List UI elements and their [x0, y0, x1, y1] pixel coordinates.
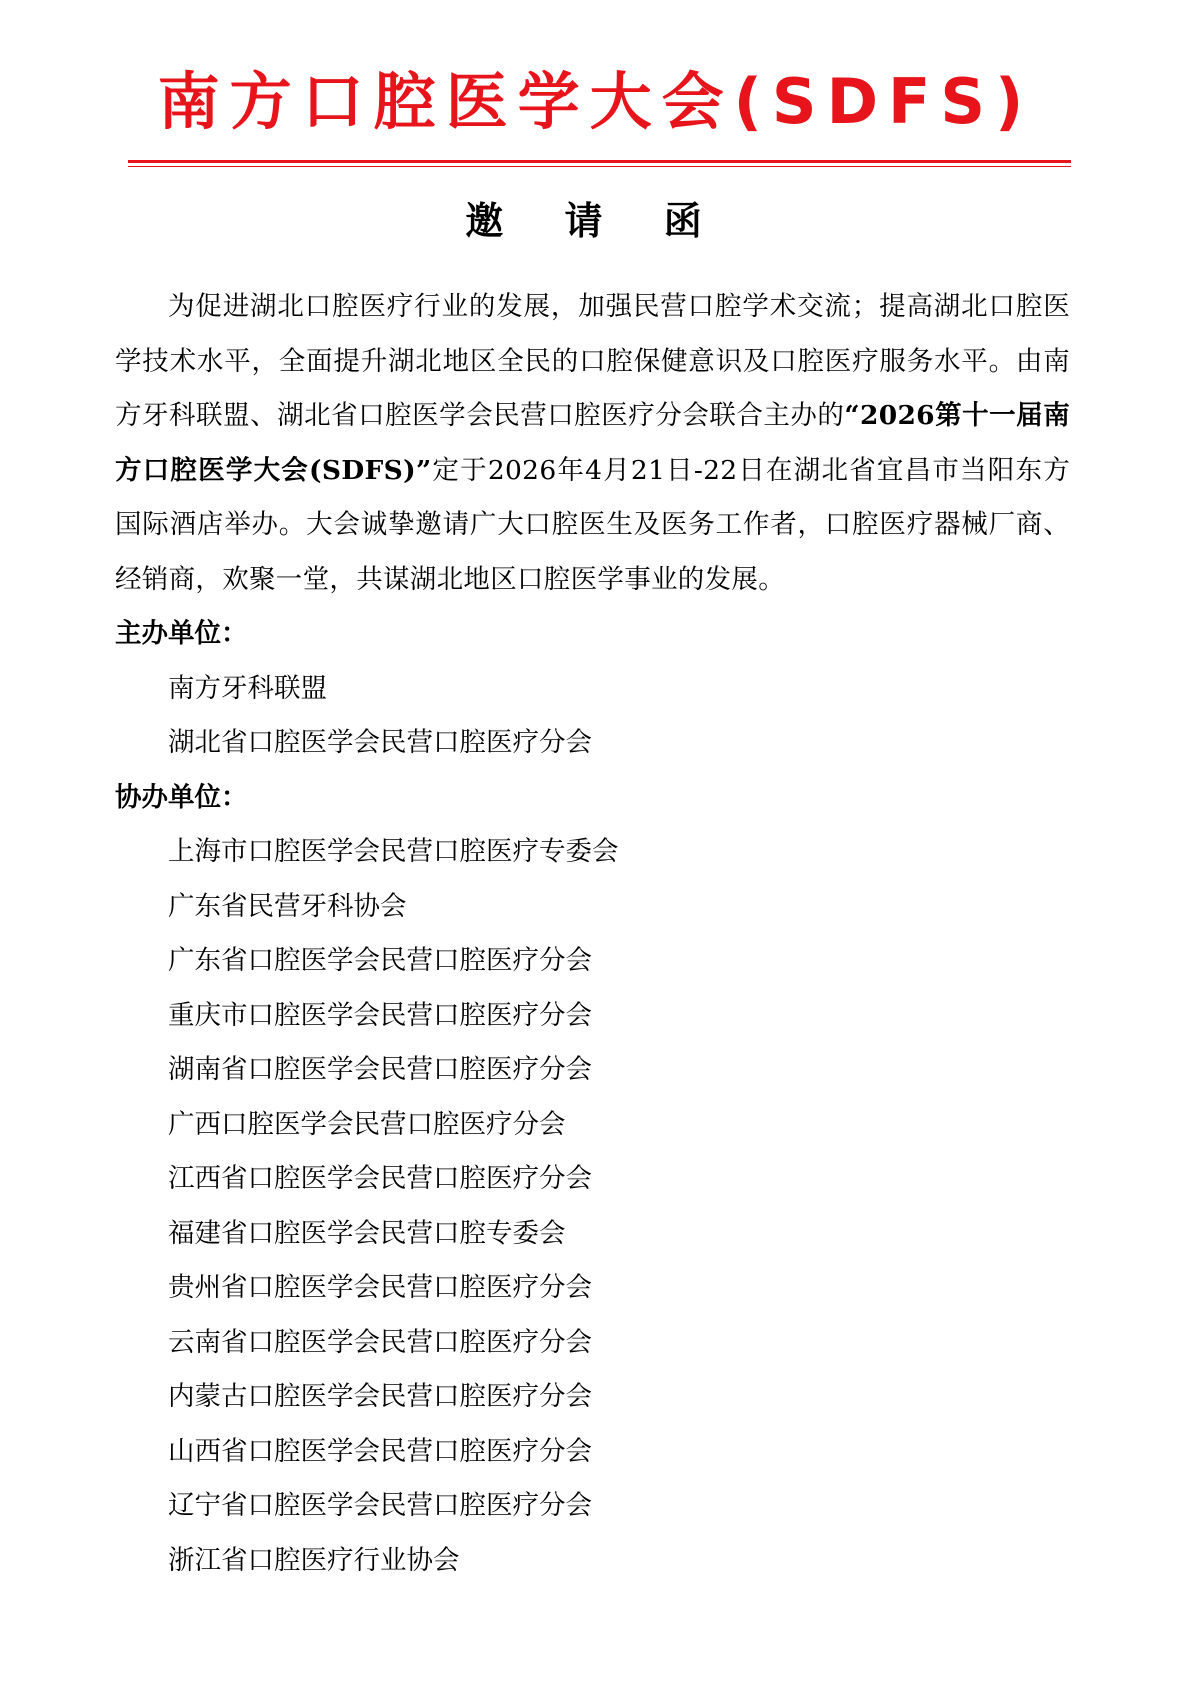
intro-conference-name: “2026第十一届南方口腔医学大会(SDFS)”	[115, 400, 1070, 486]
letterhead-title: 南方口腔医学大会(SDFS)	[157, 65, 1034, 138]
organizer-item: 湖北省口腔医学会民营口腔医疗分会	[168, 727, 592, 758]
co-organizer-item: 广东省口腔医学会民营口腔医疗分会	[168, 945, 592, 976]
co-organizer-item: 湖南省口腔医学会民营口腔医疗分会	[168, 1054, 592, 1085]
intro-text-after: 定于2026年4月21日-22日在湖北省宜昌市当阳东方国际酒店举办。大会诚挚邀请广大口腔医生及医务工作者，口腔医疗器械厂商、经销商，欢聚一堂，共谋湖北地区口腔医学事业的发展。	[115, 454, 1071, 595]
co-organizer-item: 上海市口腔医学会民营口腔医疗专委会	[168, 836, 619, 867]
co-organizer-item: 重庆市口腔医学会民营口腔医疗分会	[168, 999, 592, 1031]
co-organizer-item: 广西口腔医学会民营口腔医疗分会	[168, 1108, 566, 1140]
co-organizers-heading: 协办单位：	[115, 781, 248, 813]
letterhead-rule-thick	[128, 160, 1071, 163]
co-organizer-item: 贵州省口腔医学会民营口腔医疗分会	[168, 1272, 592, 1303]
intro-paragraph	[115, 280, 1070, 607]
co-organizer-item: 云南省口腔医学会民营口腔医疗分会	[168, 1326, 592, 1358]
organizers-heading: 主办单位：	[115, 618, 248, 649]
document-body	[115, 280, 1070, 1588]
co-organizer-item: 山西省口腔医学会民营口腔医疗分会	[168, 1435, 592, 1467]
co-organizers-list	[115, 825, 1070, 1588]
co-organizer-item: 江西省口腔医学会民营口腔医疗分会	[168, 1163, 592, 1194]
co-organizer-item: 辽宁省口腔医学会民营口腔医疗分会	[168, 1490, 592, 1521]
co-organizer-item: 浙江省口腔医疗行业协会	[168, 1544, 460, 1576]
document-title: 邀 请 函	[465, 199, 726, 243]
intro-text-before: 为促进湖北口腔医疗行业的发展，加强民营口腔学术交流；提高湖北口腔医学技术水平，全面提升湖北地区全民的口腔保健意识及口腔医疗服务水平。由南方牙科联盟、湖北省口腔医学会民营口腔医疗分会联合主办的	[115, 291, 1070, 431]
letterhead-rule-thin	[128, 166, 1071, 167]
organizers-list	[115, 662, 1070, 771]
organizer-item: 南方牙科联盟	[168, 672, 327, 704]
co-organizer-item: 内蒙古口腔医学会民营口腔医疗分会	[168, 1381, 592, 1412]
co-organizer-item: 广东省民营牙科协会	[168, 890, 407, 922]
co-organizer-item: 福建省口腔医学会民营口腔专委会	[168, 1217, 566, 1249]
